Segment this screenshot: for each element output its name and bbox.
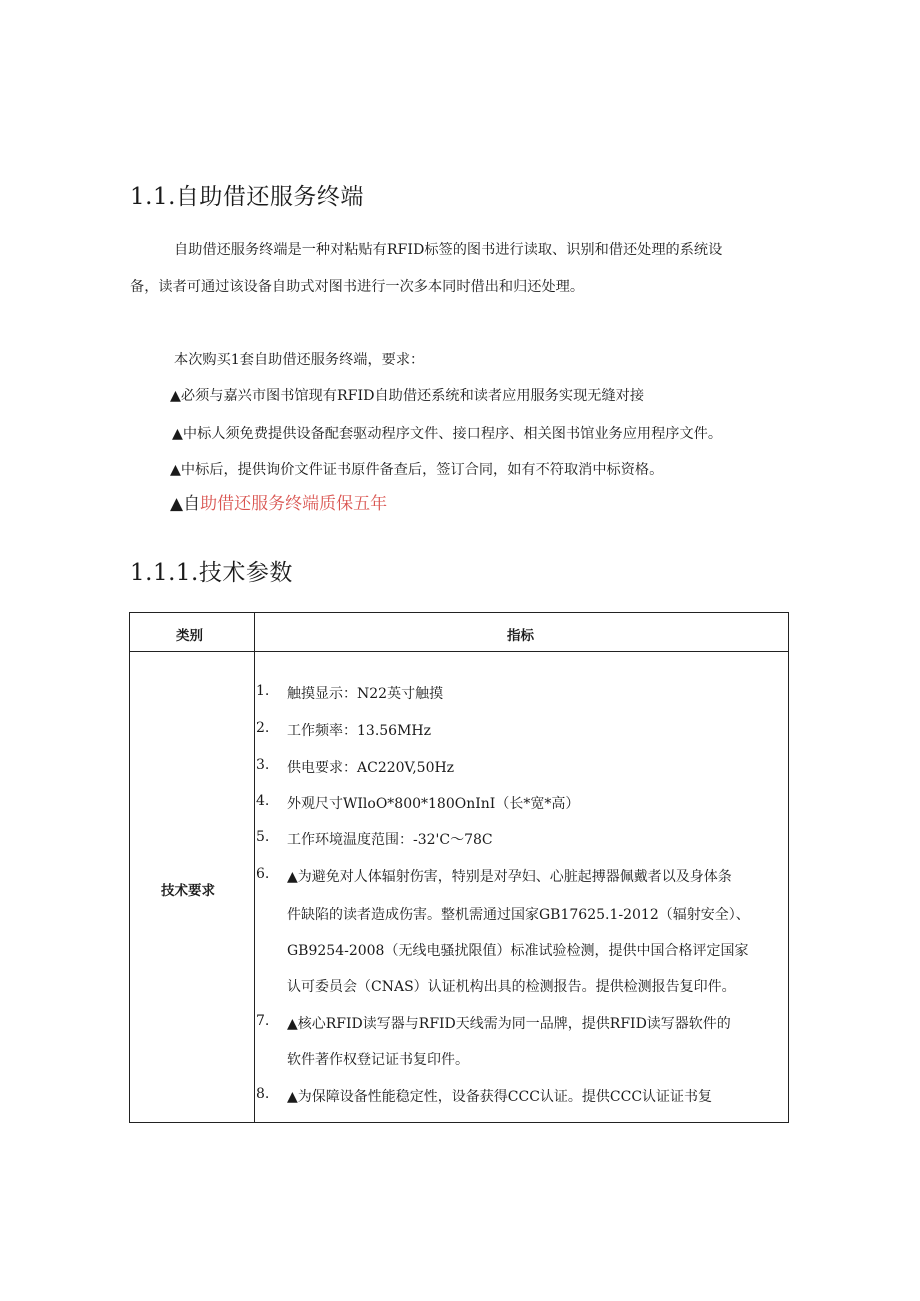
table-header-divider: [129, 651, 789, 652]
item-line: 供电要求：AC220V,50Hz: [287, 760, 455, 776]
intro-line-2: 备，读者可通过该设备自助式对图书进行一次多本同时借出和归还处理。: [130, 279, 585, 295]
item-line: ▲核心RFID读写器与RFID天线需为同一品牌，提供RFID读写器软件的: [287, 1016, 731, 1032]
item-line: ▲为避免对人体辐射伤害，特别是对孕妇、心脏起搏器佩戴者以及身体条: [287, 869, 732, 885]
intro-line-1: 自助借还服务终端是一种对粘贴有RFID标签的图书进行读取、识别和借还处理的系统设: [174, 242, 723, 258]
item-line: 触摸显示：N22英寸触摸: [287, 686, 444, 702]
table-column-divider: [254, 612, 255, 1123]
item-number: 3.: [256, 757, 270, 773]
item-line: 件缺陷的读者造成伤害。整机需通过国家GB17625.1-2012（辐射安全）、: [287, 907, 750, 923]
item-number: 2.: [256, 720, 270, 736]
requirement-4-prefix: ▲自: [170, 494, 201, 514]
requirement-3: ▲中标后，提供询价文件证书原件备查后，签订合同，如有不符取消中标资格。: [170, 462, 664, 478]
item-number: 8.: [256, 1086, 270, 1102]
requirement-1: ▲必须与嘉兴市图书馆现有RFID自助借还系统和读者应用服务实现无缝对接: [170, 388, 645, 404]
item-number: 6.: [256, 866, 270, 882]
item-line: 软件著作权登记证书复印件。: [287, 1052, 469, 1068]
item-line: ▲为保障设备性能稳定性，设备获得CCC认证。提供CCC认证证书复: [287, 1089, 713, 1105]
item-number: 1.: [256, 683, 270, 699]
item-line: 工作环境温度范围：-32'C～78C: [287, 832, 493, 848]
requirement-4: [170, 494, 387, 514]
item-number: 7.: [256, 1013, 270, 1029]
section-heading: 1.1.自助借还服务终端: [130, 184, 364, 210]
item-number: 4.: [256, 793, 270, 809]
item-line: 认可委员会（CNAS）认证机构出具的检测报告。提供检测报告复印件。: [287, 979, 736, 995]
requirement-2: ▲中标人须免费提供设备配套驱动程序文件、接口程序、相关图书馆业务应用程序文件。: [172, 426, 723, 442]
requirement-4-highlight: 助借还服务终端质保五年: [200, 494, 388, 514]
item-line: 外观尺寸WIloO*800*180OnInI（长*宽*高）: [287, 796, 580, 812]
subsection-heading: 1.1.1.技术参数: [130, 560, 293, 586]
item-line: GB9254-2008（无线电骚扰限值）标准试验检测，提供中国合格评定国家: [287, 943, 749, 959]
item-number: 5.: [256, 829, 270, 845]
purchase-statement: 本次购买1套自助借还服务终端，要求：: [174, 352, 425, 368]
col-header-category: 类别: [176, 628, 203, 644]
item-line: 工作频率：13.56MHz: [287, 723, 431, 739]
category-cell: 技术要求: [161, 883, 215, 899]
col-header-index: 指标: [507, 628, 534, 644]
